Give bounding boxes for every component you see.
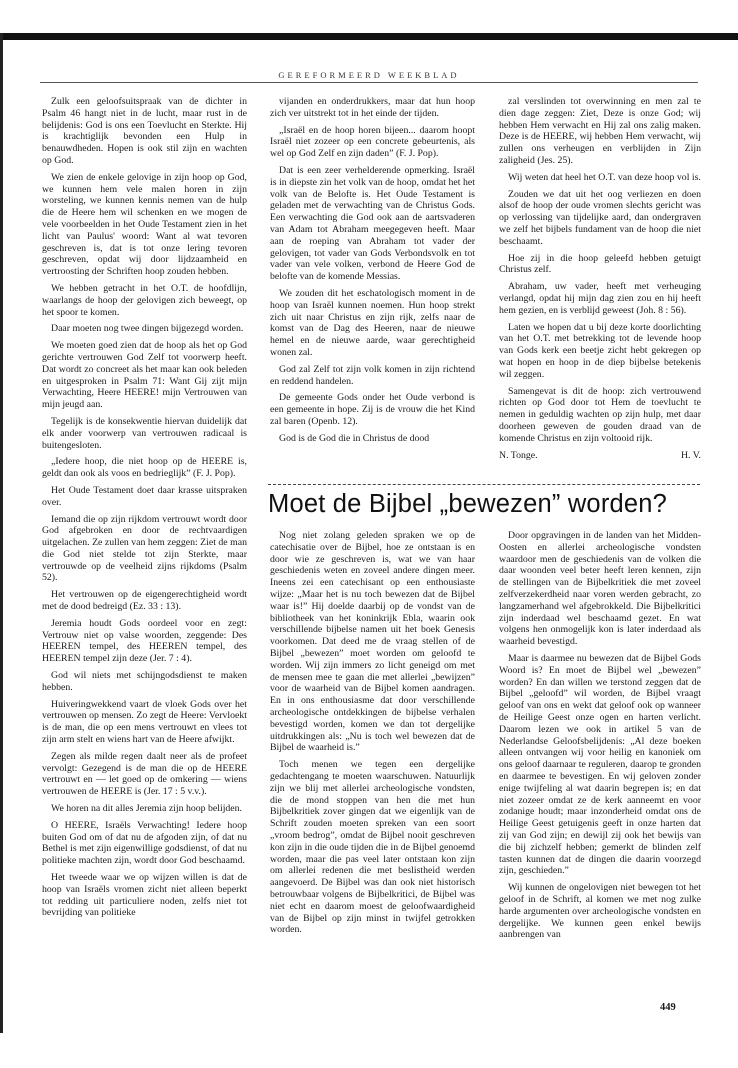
paragraph: We zien de enkele gelovige in zijn hoop op God, we kunnen hem vele malen horen in zijn worsteling, we kunnen kennis nemen van de hulp die de Heere hem wil schenken en we mogen de vele voorbeelden in het Oude Testament zien in het licht van Paulus' woord: Want al wat tevoren geschreven is, dat is tot onze lering tevoren geschreven, opdat wij door lijdzaamheid en vertroosting der Schriften hoop zouden hebben. — [42, 171, 247, 278]
left-border-bar — [0, 33, 3, 1033]
paragraph: De gemeente Gods onder het Oude verbond is een gemeente in hope. Zij is de vrouw die het Kind zal baren (Openb. 12). — [270, 392, 475, 427]
article-title: Moet de Bijbel „bewezen” worden? — [268, 490, 668, 518]
column-3 — [499, 96, 701, 480]
article-separator — [268, 484, 700, 485]
paragraph: Iemand die op zijn rijkdom vertrouwt wordt door God afgebroken en door de rechtvaardigen uitgelachen. Ze zullen van hem zeggen: Ziet de man die God niet stelde tot zijn Sterkte, maar vertrouwde op de veelheid zijns rijkdoms (Psalm 52). — [42, 513, 247, 584]
paragraph: Zulk een geloofsuitspraak van de dichter in Psalm 46 hangt niet in de lucht, maar rust in de belijdenis: God is ons een Toevlucht en Sterkte. Hij is krachtiglijk bevonden een Hulp in benauwdheden. Hopen is ook stil zijn en wachten op God. — [42, 96, 247, 166]
paragraph: „Israël en de hoop horen bijeen... daarom hoopt Israël niet zozeer op een concrete gebeurtenis, als wel op God Zelf en zijn daden” (F. J. Pop). — [270, 124, 475, 160]
paragraph: vijanden en onderdrukkers, maar dat hun hoop zich ver uitstrekt tot in het einde der tijden. — [270, 96, 475, 119]
paragraph: O HEERE, Israëls Verwachting! Iedere hoop buiten God om of dat nu de afgoden zijn, of dat nu Bethel is met zijn eigenwillige godsdienst, of dat nu politieke machten zijn, wordt door God beschaamd. — [42, 819, 247, 867]
top-border-bar — [0, 33, 738, 40]
paragraph: Samengevat is dit de hoop: zich vertrouwend richten op God door tot Hem de toevlucht te nemen in geduldig wachten op zijn hulp, met daar doorheen geweven de gouden draad van de komende Christus en zijn voltooid rijk. — [499, 385, 701, 444]
paragraph: zal verslinden tot overwinning en men zal te dien dage zeggen: Ziet, Deze is onze God; wij hebben Hem verwacht en Hij zal ons zalig maken. Deze is de HEERE, wij hebben Hem verwacht, wij zullen ons verheugen en verblijden in Zijn zaligheid (Jes. 25). — [499, 96, 701, 166]
paragraph: God wil niets met schijngodsdienst te maken hebben. — [42, 670, 247, 693]
paragraph: We zouden dit het eschatologisch moment in de hoop van Israël kunnen noemen. Hun hoop strekt zich uit naar Christus en zijn rijk, zelfs naar de komst van de Dag des Heeren, naar de nieuwe hemel en de nieuwe aarde, waar gerechtigheid wonen zal. — [270, 287, 475, 358]
paragraph: Abraham, uw vader, heeft met verheuging verlangd, opdat hij mijn dag zien zou en hij heeft hem gezien, en is verblijd geweest (Joh. 8 : 56). — [499, 281, 701, 316]
paragraph: Door opgravingen in de landen van het Midden-Oosten en allerlei archeologische vondsten waardoor men de geschiedenis van de volken die daar woonden veel beter heeft leren kennen, zijn de stellingen van de Bijbelkritiek die met zoveel zelfverzekerdheid naar voren werden gebracht, zo langzamerhand wel afgebrokkeld. Die Bijbelkritici zijn inderdaad wel beschaamd gezet. En wat volgens hen onmogelijk kon is later inderdaad als waarheid bevestigd. — [499, 530, 701, 648]
column-2 — [270, 96, 475, 476]
paragraph: Wij kunnen de ongelovigen niet bewegen tot het geloof in de Schrift, al komen we met nog zulke harde argumenten over archeologische vondsten en dergelijke. We kunnen geen enkel bewijs aanbrengen van — [499, 882, 701, 941]
column-5 — [499, 530, 701, 1000]
column-4 — [270, 530, 475, 1010]
paragraph: We horen na dit alles Jeremia zijn hoop belijden. — [51, 803, 243, 815]
paragraph: God zal Zelf tot zijn volk komen in zijn richtend en reddend handelen. — [270, 363, 475, 387]
author-initials: H. V. — [680, 449, 701, 461]
running-head: GEREFORMEERD WEEKBLAD — [278, 70, 460, 80]
paragraph: Maar is daarmee nu bewezen dat de Bijbel Gods Woord is? En moet de Bijbel wel „bewezen” worden? En dan willen we terstond zeggen dat de Bijbel „geloofd” wil worden, de Bijbel vraagt geloof van ons en wekt dat geloof ook op wanneer de Heilige Geest onze ogen en harten verlicht. Daarom lezen we ook in artikel 5 van de Nederlandse Geloofsbelijdenis: „Al deze boeken alleen ontvangen wij voor heilig en kanoniek om ons geloof daarnaar te reguleren, daarop te gronden en daarmee te bevestigen. En wij geloven zonder enige twijfeling al wat daarin begrepen is; en dat niet zozeer omdat ze de kerk aanneemt en voor zodanige houdt; maar inzonderheid omdat ons de Heilige Geest getuigenis geeft in onze harten dat zij van God zijn; en dewijl zij ook het bewijs van die bij zichzelf hebben; gemerkt de blinden zelf tasten kunnen dat de dingen die daarin voorzegd zijn, geschieden.” — [499, 652, 701, 877]
paragraph: God is de God die in Christus de dood — [279, 432, 430, 444]
paragraph: Het vertrouwen op de eigengerechtigheid wordt met de dood bedreigd (Ez. 33 : 13). — [42, 589, 247, 613]
paragraph: Het Oude Testament doet daar krasse uitspraken over. — [42, 484, 247, 508]
paragraph: Wij weten dat heel het O.T. van deze hoop vol is. — [508, 171, 701, 183]
paragraph: We hebben getracht in het O.T. de hoofdlijn, waarlangs de hoop der gelovigen zich beweegt, op het spoor te komen. — [42, 282, 247, 318]
paragraph: Zouden we dat uit het oog verliezen en doen alsof de hoop der oude vromen slechts gericht was op verlossing van tijdelijke aard, dan ondergraven we zelf het bijbels fundament van de hoop die niet beschaamt. — [499, 188, 701, 247]
column-1 — [42, 96, 247, 1006]
paragraph: Daar moeten nog twee dingen bijgezegd worden. — [51, 323, 244, 335]
paragraph: We moeten goed zien dat de hoop als het op God gerichte vertrouwen God Zelf tot voorwerp heeft. Dat wordt zo concreet als het maar kan ook beleden en uitgesproken in Psalm 71: Want Gij zijt mijn Verwachting, Heere HEERE! mijn Vertrouwen van mijn jeugd aan. — [42, 340, 247, 411]
paragraph: Jeremia houdt Gods oordeel voor en zegt: Vertrouw niet op valse woorden, zeggende: Des HEEREN tempel, des HEEREN tempel, des HEEREN tempel zijn deze (Jer. 7 : 4). — [42, 617, 247, 665]
paragraph: Laten we hopen dat u bij deze korte doorlichting van het O.T. met betrekking tot de levende hoop van Gods kerk een beetje zicht hebt gekregen op wat hopen en hoop in de diep bijbelse betekenis wil zeggen. — [499, 321, 701, 380]
paragraph: Huiveringwekkend vaart de vloek Gods over het vertrouwen op mensen. Zo zegt de Heere: Vervloekt is de man, die op een mens vertrouwt en vlees tot zijn arm stelt en wiens hart van de Heere afwijkt. — [42, 698, 247, 746]
paragraph: Tegelijk is de konsekwentie hiervan duidelijk dat elk ander voorwerp van vertrouwen radicaal is buitengesloten. — [42, 415, 247, 451]
header-rule — [40, 82, 698, 83]
paragraph: Dat is een zeer verhelderende opmerking. Israël is in diepste zin het volk van de hoop, omdat het het volk van de Belofte is. Het Oude Testament is geladen met de verwachting van de Christus Gods. Een verwachting die God ook aan de aartsvaderen van Adam tot Abraham meegegeven heeft. Maar aan de roeping van Abraham tot vader der gelovigen, tot vader van Gods Verbondsvolk en tot vader van vele volken, verbond de Heere God de belofte van de komende Messias. — [270, 164, 475, 283]
paragraph: Nog niet zolang geleden spraken we op de catechisatie over de Bijbel, hoe ze ontstaan is en door wie ze geschreven is, wat we van haar geschiedenis weten en zoveel andere dingen meer. Ineens zei een catechisant op een enthousiaste wijze: „Maar het is nu toch bewezen dat de Bijbel waar is!” Hij doelde daarbij op de vondst van de bibliotheek van het koninkrijk Ebla, waarin ook verschillende bijbelse namen uit het boek Genesis voorkomen. Dat deed me de vraag stellen of de Bijbel „bewezen” moet worden om geloofd te worden. Wij zijn immers zo licht geneigd om met de mensen mee te gaan die met allerlei „bewijzen” voor de waarheid van de Bijbel komen aandragen. En in ons enthousiasme dat door verschillende archeologische ontdekkingen de bijbelse verhalen bevestigd worden, komen we dan tot dergelijke uitdrukkingen als: „Nu is toch wel bewezen dat de Bijbel de waarheid is.” — [270, 530, 475, 754]
paragraph: Toch menen we tegen een dergelijke gedachtengang te moeten waarschuwen. Natuurlijk zijn we blij met allerlei archeologische vondsten, die de mond stoppen van hen die met hun Bijbelkritiek zover gingen dat we eigenlijk van de Schrift zouden moeten spreken van een soort „vroom bedrog”, omdat de Bijbel nooit geschreven kon zijn in die oude tijden die in de Bijbel genoemd worden, maar die pas veel later ontstaan kon zijn om allerlei redenen die met beslistheid werden aangevoerd. De Bijbel was dan ook niet historisch betrouwbaar volgens de Bijbelkritici, de Bijbel was niet echt en daarom moest de geloofwaardigheid van de Bijbel op zijn minst in twijfel getrokken worden. — [270, 759, 475, 936]
page-number: 449 — [660, 1002, 676, 1013]
paragraph: Zegen als milde regen daalt neer als de profeet vervolgt: Gezegend is de man die op de HEERE vertrouwt en — let goed op de omkering — wiens vertrouwen de HEERE is (Jer. 17 : 5 v.v.). — [42, 750, 247, 798]
paragraph: Hoe zij in die hoop geleefd hebben getuigt Christus zelf. — [499, 252, 701, 276]
paragraph: Het tweede waar we op wijzen willen is dat de hoop van Israëls vromen zicht niet alleen beperkt tot redding uit particuliere noden, zelfs niet tot bevrijding van politieke — [42, 872, 247, 919]
signature-line — [499, 450, 701, 462]
author-name: N. Tonge. — [499, 449, 538, 461]
paragraph: „Iedere hoop, die niet hoop op de HEERE is, geldt dan ook als voos en bedrieglijk” (F. J. Pop). — [42, 456, 247, 480]
